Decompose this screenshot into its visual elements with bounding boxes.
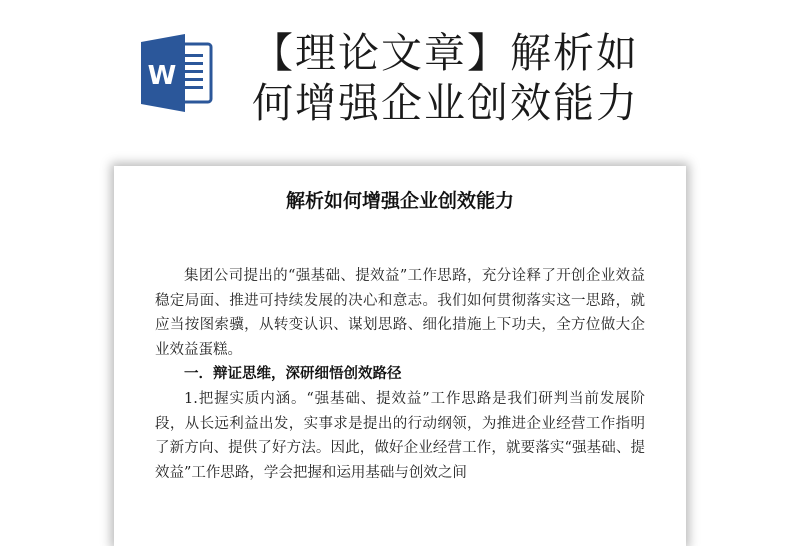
banner-title-line-2: 何增强企业创效能力 xyxy=(252,79,639,127)
word-icon-letter: W xyxy=(147,61,177,91)
intro-paragraph: 集团公司提出的“强基础、提效益”工作思路，充分诠释了开创企业效益稳定局面、推进可持续发展的决心和意志。我们如何贯彻落实这一思路，就应当按图索骥，从转变认识、谋划思路、细化措施上下功夫，全方位做大企业效益蛋糕。 xyxy=(155,268,645,358)
section-paragraph: 1.把握实质内涵。“强基础、提效益”工作思路是我们研判当前发展阶段，从长远利益出发，实事求是提出的行动纲领，为推进企业经营工作指明了新方向、提供了好方法。因此，做好企业经营工作，就要落实“强基础、提效益”工作思路，学会把握和运用基础与创效之间 xyxy=(155,390,645,481)
document-body xyxy=(155,264,645,485)
document-title: 解析如何增强企业创效能力 xyxy=(285,190,514,212)
banner xyxy=(0,0,800,140)
banner-title xyxy=(252,28,692,128)
word-document-icon xyxy=(141,34,215,112)
section-heading: 一．辩证思维，深研细悟创效路径 xyxy=(184,366,402,383)
banner-title-line-1: 【理论文章】解析如 xyxy=(252,29,639,77)
